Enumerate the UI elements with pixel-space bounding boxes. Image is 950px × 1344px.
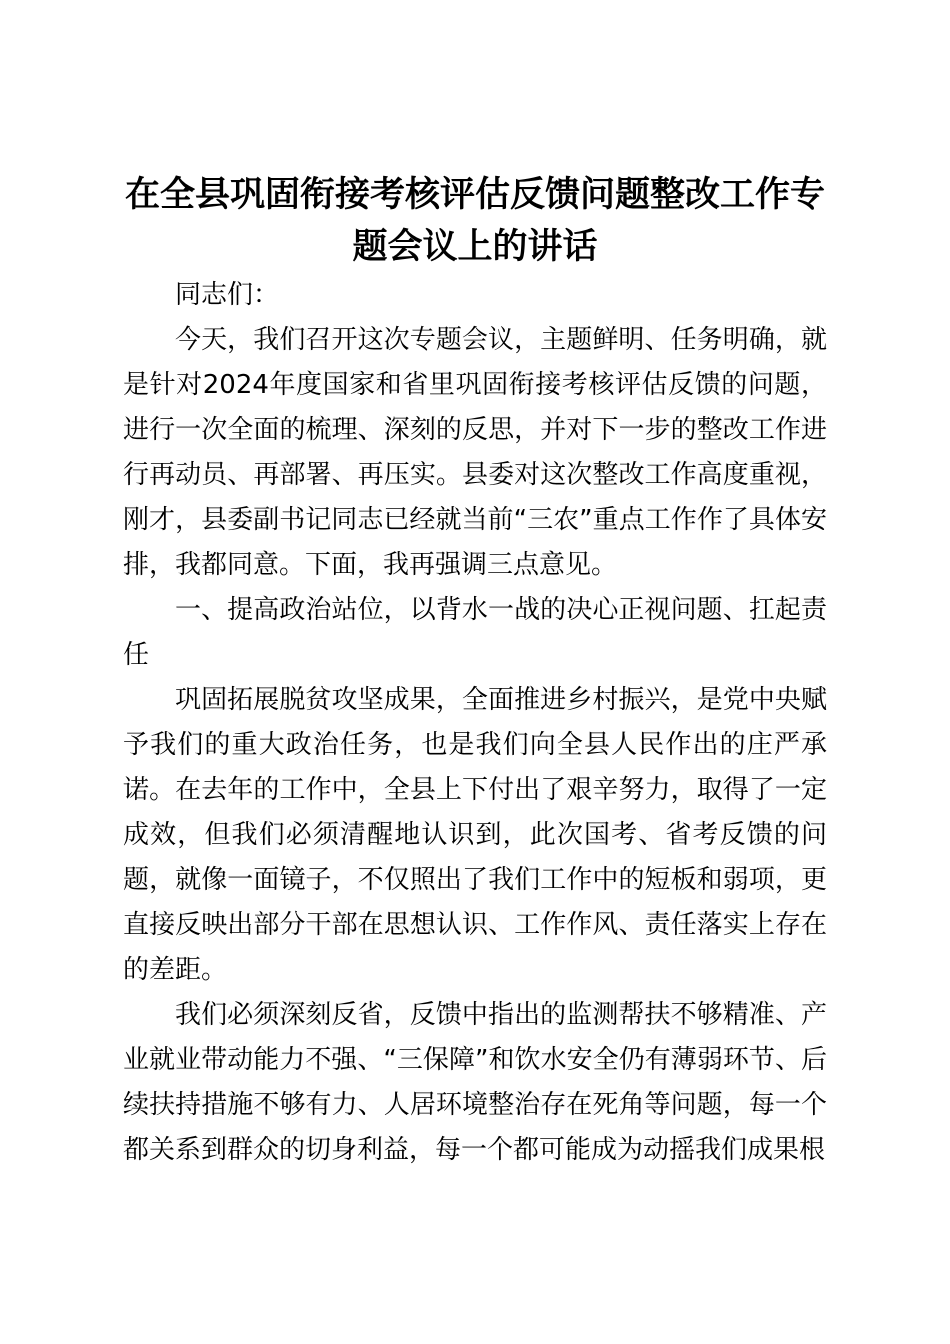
section-heading-1: 一、提高政治站位，以背水一战的决心正视问题、扛起责任 [123,595,827,670]
paragraph-body-2: 我们必须深刻反省，反馈中指出的监测帮扶不够精准、产业就业带动能力不强、“三保障”和饮水安全仍有薄弱环节、后续扶持措施不够有力、人居环境整治存在死角等问题，每一个都关系到群众的切身利益，每一个都可能成为动摇我们成果根 [123,1000,827,1165]
paragraph-intro: 今天，我们召开这次专题会议，主题鲜明、任务明确，就是针对2024年度国家和省里巩固衔接考核评估反馈的问题，进行一次全面的梳理、深刻的反思，并对下一步的整改工作进行再动员、再部署、再压实。县委对这次整改工作高度重视，刚才，县委副书记同志已经就当前“三农”重点工作作了具体安排，我都同意。下面，我再强调三点意见。 [123,325,827,580]
salutation: 同志们： [175,280,280,310]
document-title: 在全县巩固衔接考核评估反馈问题整改工作专题会议上的讲话 [124,175,825,267]
paragraph-body-1: 巩固拓展脱贫攻坚成果，全面推进乡村振兴，是党中央赋予我们的重大政治任务，也是我们向全县人民作出的庄严承诺。在去年的工作中，全县上下付出了艰辛努力，取得了一定成效，但我们必须清醒地认识到，此次国考、省考反馈的问题，就像一面镜子，不仅照出了我们工作中的短板和弱项，更直接反映出部分干部在思想认识、工作作风、责任落实上存在的差距。 [123,685,827,985]
